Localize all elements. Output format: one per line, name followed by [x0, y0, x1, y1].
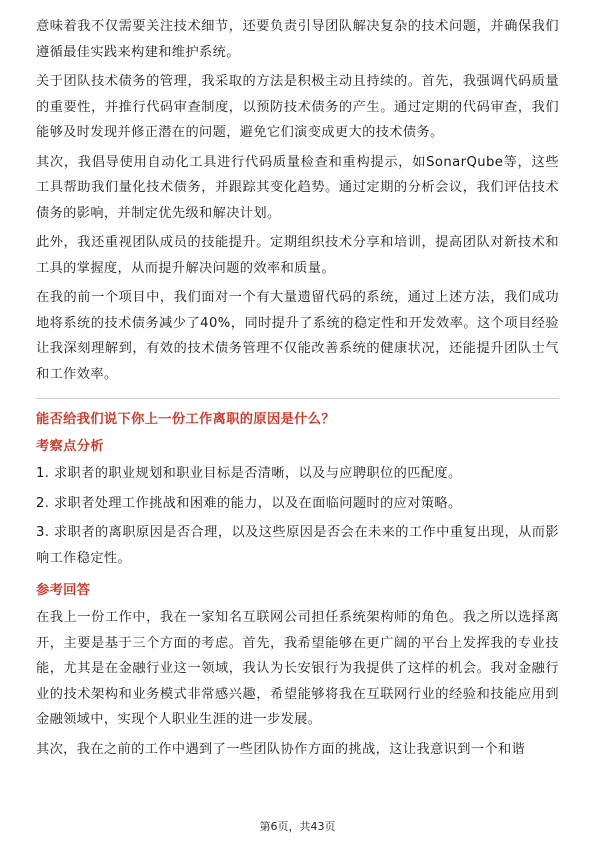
- page-number-footer: 第6页，共43页: [259, 820, 336, 833]
- analysis-item: 1. 求职者的职业规划和职业目标是否清晰，以及与应聘职位的匹配度。: [36, 466, 462, 481]
- analysis-item: 2. 求职者处理工作挑战和困难的能力，以及在面临问题时的应对策略。: [36, 495, 462, 511]
- body-paragraph: 此外，我还重视团队成员的技能提升。定期组织技术分享和培训，提高团队对新技术和工具的掌握度，从而提升解决问题的效率和质量。: [36, 235, 559, 276]
- interview-question: 能否给我们说下你上一份工作离职的原因是什么？: [36, 412, 335, 427]
- section-divider: [36, 398, 559, 399]
- analysis-item: 3. 求职者的离职原因是否合理，以及这些原因是否会在未来的工作中重复出现，从而影响工作稳定性。: [36, 525, 559, 566]
- answer-paragraph: 在我上一份工作中，我在一家知名互联网公司担任系统架构师的角色。我之所以选择离开，主要是基于三个方面的考虑。首先，我希望能够在更广阔的平台上发挥我的专业技能，尤其是在金融行业这一领域，我认为长安银行为我提供了这样的机会。我对金融行业的技术架构和业务模式非常感兴趣，希望能够将我在互联网行业的经验和技能应用到金融领域中，实现个人职业生涯的进一步发展。: [36, 610, 559, 727]
- body-paragraph: 其次，我倡导使用自动化工具进行代码质量检查和重构提示，如SonarQube等，这些工具帮助我们量化技术债务，并跟踪其变化趋势。通过定期的分析会议，我们评估技术债务的影响，并制定优先级和解决计划。: [36, 154, 559, 221]
- analysis-heading: 考察点分析: [36, 439, 104, 454]
- body-paragraph: 在我的前一个项目中，我们面对一个有大量遗留代码的系统，通过上述方法，我们成功地将系统的技术债务减少了40%，同时提升了系统的稳定性和开发效率。这个项目经验让我深刻理解到，有效的技术债务管理不仅能改善系统的健康状况，还能提升团队士气和工作效率。: [36, 290, 559, 382]
- answer-paragraph: 其次，我在之前的工作中遇到了一些团队协作方面的挑战，这让我意识到一个和谐: [36, 741, 526, 757]
- body-paragraph: 意味着我不仅需要关注技术细节，还要负责引导团队解决复杂的技术问题，并确保我们遵循最佳实践来构建和维护系统。: [36, 19, 559, 60]
- answer-heading: 参考回答: [36, 583, 91, 598]
- body-paragraph: 关于团队技术债务的管理，我采取的方法是积极主动且持续的。首先，我强调代码质量的重要性，并推行代码审查制度，以预防技术债务的产生。通过定期的代码审查，我们能够及时发现并修正潜在的问题，避免它们演变成更大的技术债务。: [36, 74, 559, 140]
